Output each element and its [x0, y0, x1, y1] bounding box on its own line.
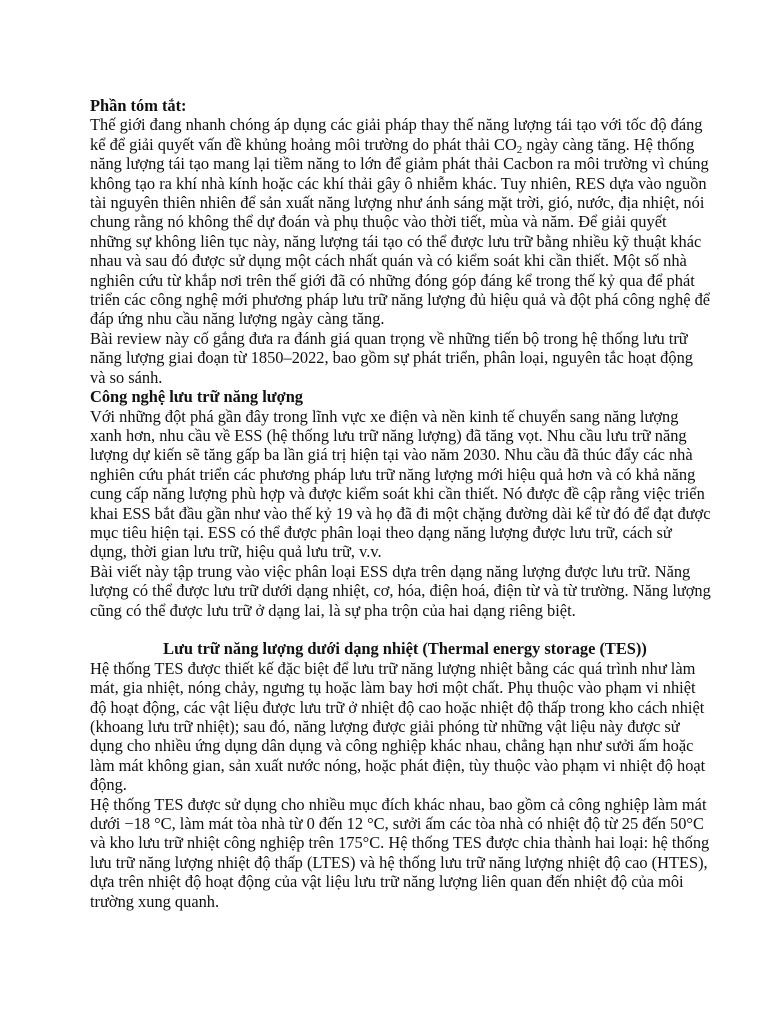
blank-line: [90, 620, 712, 639]
tes-paragraph-1: Hệ thống TES được thiết kế đặc biệt để lưu trữ năng lượng nhiệt bằng các quá trình như làm mát, gia nhiệt, nóng chảy, ngưng tụ hoặc làm bay hơi một chất. Phụ thuộc vào phạm vi nhiệt độ hoạt động, các vật liệu được lưu trữ ở nhiệt độ cao hoặc nhiệt độ thấp trong kho cách nhiệt (khoang lưu trữ nhiệt); sau đó, năng lượng được giải phóng từ những vật liệu này được sử dụng cho nhiều ứng dụng dân dụng và công nghiệp khác nhau, chẳng hạn như sưởi ấm hoặc làm mát không gian, sản xuất nước nóng, hoặc phát điện, tùy thuộc vào phạm vi nhiệt độ hoạt động.: [90, 658, 706, 795]
storage-tech-heading: Công nghệ lưu trữ năng lượng: [90, 387, 304, 407]
summary-heading: Phần tóm tắt:: [90, 96, 187, 115]
summary-paragraph-1: [90, 115, 712, 328]
summary-p1-text-cont: ngày càng tăng. Hệ thống năng lượng tái tạo mang lại tiềm năng to lớn để giảm phát thải Cacbon ra môi trường vì chúng không tạo ra khí nhà kính hoặc các khí thải gây ô nhiễm khác. Tuy nhiên, RES dựa vào nguồn tài nguyên thiên nhiên để sản xuất năng lượng như ánh sáng mặt trời, gió, nước, địa nhiệt, nói chung rằng nó không thể dự đoán và phụ thuộc vào thời tiết, mùa và năm. Để giải quyết những sự không liên tục này, năng lượng tái tạo có thể được lưu trữ bằng nhiều kỹ thuật khác nhau và sau đó được sử dụng một cách nhất quán và có kiểm soát khi cần thiết. Một số nhà nghiên cứu từ khắp nơi trên thế giới đã có những đóng góp đáng kể trong thế kỷ qua để phát triển các công nghệ mới phương pháp lưu trữ năng lượng đủ hiệu quả và đột phá công nghệ để đáp ứng nhu cầu năng lượng ngày càng tăng.: [90, 134, 711, 329]
tes-heading: Lưu trữ năng lượng dưới dạng nhiệt (Thermal energy storage (TES)): [163, 639, 647, 659]
co2-subscript: 2: [516, 143, 523, 156]
tes-paragraph-2: Hệ thống TES được sử dụng cho nhiều mục đích khác nhau, bao gồm cả công nghiệp làm mát dưới −18 °C, làm mát tòa nhà từ 0 đến 12 °C, sưởi ấm các tòa nhà có nhiệt độ từ 25 đến 50°C và kho lưu trữ nhiệt công nghiệp trên 175°C. Hệ thống TES được chia thành hai loại: hệ thống lưu trữ năng lượng nhiệt độ thấp (LTES) và hệ thống lưu trữ năng lượng nhiệt độ cao (HTES), dựa trên nhiệt độ hoạt động của vật liệu lưu trữ năng lượng liên quan đến nhiệt độ của môi trường xung quanh.: [90, 794, 710, 911]
summary-p1-text: Thế giới đang nhanh chóng áp dụng các giải pháp thay thế năng lượng tái tạo với tốc độ đáng kể để giải quyết vấn đề khủng hoảng môi trường do phát thải CO: [90, 115, 703, 154]
storage-tech-paragraph-2: Bài viết này tập trung vào việc phân loại ESS dựa trên dạng năng lượng được lưu trữ. Năng lượng có thể được lưu trữ dưới dạng nhiệt, cơ, hóa, điện hoá, điện từ và từ trường. Năng lượng cũng có thể được lưu trữ ở dạng lai, là sự pha trộn của hai dạng riêng biệt.: [90, 561, 711, 620]
summary-paragraph-2: Bài review này cố gắng đưa ra đánh giá quan trọng về những tiến bộ trong hệ thống lưu trữ năng lượng giai đoạn từ 1850–2022, bao gồm sự phát triển, phân loại, nguyên tắc hoạt động và so sánh.: [90, 328, 693, 387]
storage-tech-paragraph-1: Với những đột phá gần đây trong lĩnh vực xe điện và nền kinh tế chuyển sang năng lượng xanh hơn, nhu cầu về ESS (hệ thống lưu trữ năng lượng) đã tăng vọt. Nhu cầu lưu trữ năng lượng dự kiến sẽ tăng gấp ba lần giá trị hiện tại vào năm 2030. Nhu cầu đã thúc đẩy các nhà nghiên cứu phát triển các phương pháp lưu trữ năng lượng mới hiệu quả hơn và có khả năng cung cấp năng lượng phù hợp và được kiểm soát khi cần thiết. Nó được đề cập rằng việc triển khai ESS bắt đầu gần như vào thế kỷ 19 và họ đã đi một chặng đường dài kể từ đó để đạt được mục tiêu hiện tại. ESS có thể được phân loại theo dạng năng lượng được lưu trữ, cách sử dụng, thời gian lưu trữ, hiệu quả lưu trữ, v.v.: [90, 406, 711, 562]
